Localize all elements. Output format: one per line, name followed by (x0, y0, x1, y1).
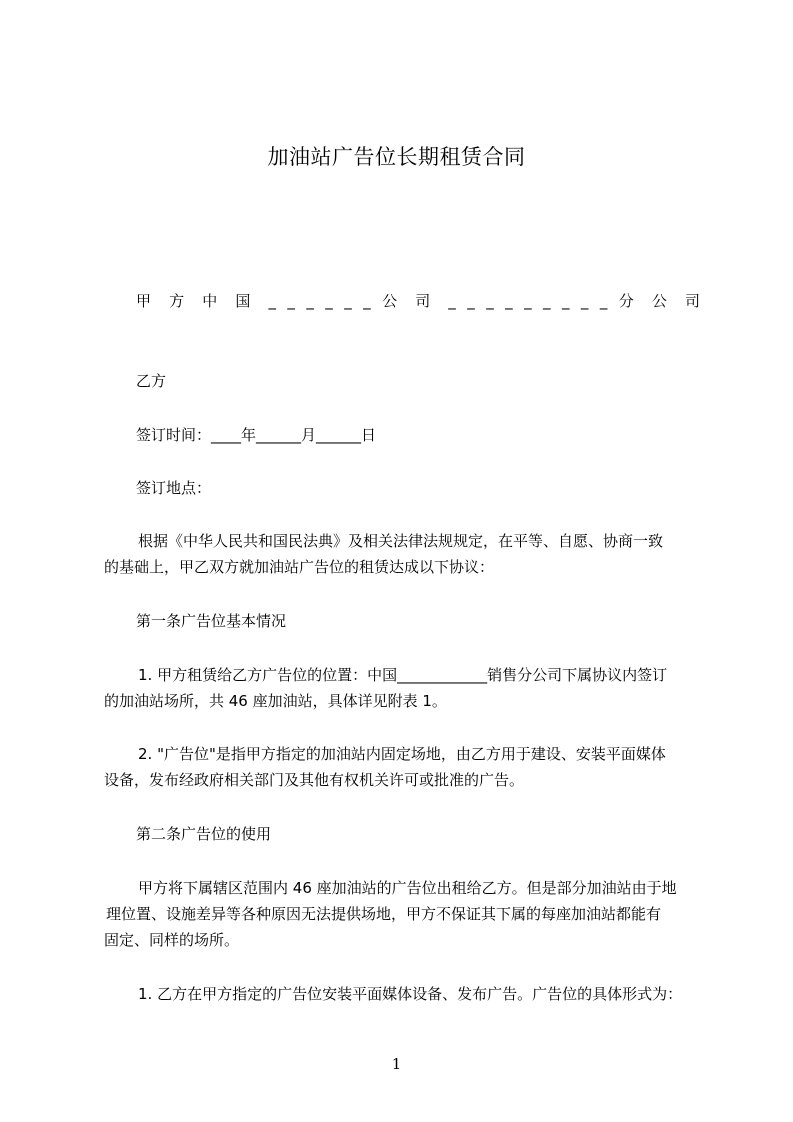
article1-item2-line-2: 设备，发布经政府相关部门及其他有权机关许可或批准的广告。 (104, 771, 525, 789)
article2-para-line-2: 理位置、设施差异等各种原因无法提供场地，甲方不保证其下属的每座加油站都能有 (106, 905, 662, 923)
article2-item1-line: 1. 乙方在甲方指定的广告位安装平面媒体设备、发布广告。广告位的具体形式为： (138, 985, 683, 1003)
sign-time-line: 签订时间：____年______月______日 (136, 426, 377, 444)
article1-item1-line-1: 1. 甲方租赁给乙方广告位的位置：中国____________销售分公司下属协议内签订 (138, 666, 668, 684)
party-b-line: 乙方 (136, 372, 167, 390)
intro-line-2: 的基础上，甲乙双方就加油站广告位的租赁达成以下协议： (104, 558, 495, 576)
article2-para-line-1: 甲方将下属辖区范围内 46 座加油站的广告位出租给乙方。但是部分加油站由于地 (138, 879, 677, 897)
sign-place-line: 签订地点： (136, 479, 212, 497)
party-a-line: 甲 方 中 国 _ _ _ _ _ _ 公 司 _ _ _ _ _ _ _ _ _ 分 公 司 (136, 292, 700, 310)
page-number: 1 (391, 1055, 402, 1073)
article2-para-line-3: 固定、同样的场所。 (104, 931, 240, 949)
article1-item1-line-2: 的加油站场所，共 46 座加油站，具体详见附表 1。 (104, 692, 447, 710)
article1-item2-line-1: 2. "广告位"是指甲方指定的加油站内固定场地，由乙方用于建设、安装平面媒体 (138, 745, 666, 763)
article1-title: 第一条广告位基本情况 (136, 612, 287, 630)
document-title: 加油站广告位长期租赁合同 (267, 145, 526, 169)
article2-title: 第二条广告位的使用 (136, 825, 272, 843)
intro-line-1: 根据《中华人民共和国民法典》及相关法律法规规定，在平等、自愿、协商一致 (138, 532, 664, 550)
